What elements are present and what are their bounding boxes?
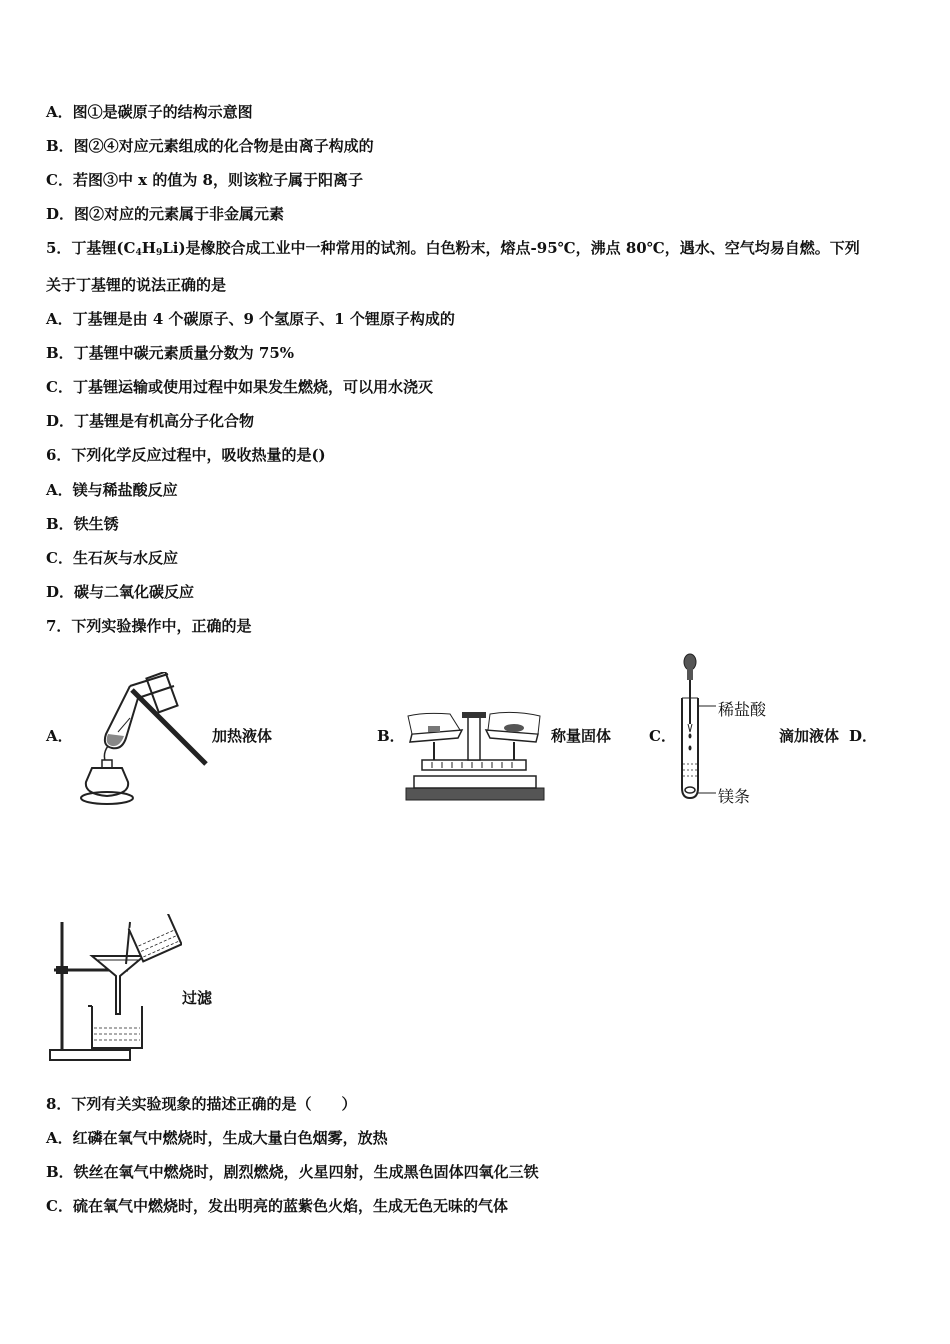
q7-option-b-label: 称量固体 [551, 727, 612, 745]
balance-icon [406, 712, 544, 800]
q5-option-b: B．丁基锂中碳元素质量分数为 75% [46, 344, 295, 362]
alcohol-lamp-icon [81, 746, 133, 804]
q7-option-b-letter: B． [377, 727, 405, 745]
q4-option-b: B．图②④对应元素组成的化合物是由离子构成的 [46, 137, 374, 155]
q5-option-a: A．丁基锂是由 4 个碳原子、9 个氢原子、1 个锂原子构成的 [46, 310, 455, 328]
q7-option-c-letter: C． [649, 727, 676, 745]
q7-option-a-letter: A． [46, 727, 73, 745]
q8-option-b: B．铁丝在氧气中燃烧时，剧烈燃烧，火星四射，生成黑色固体四氧化三铁 [46, 1163, 539, 1181]
q6-option-a: A．镁与稀盐酸反应 [46, 481, 178, 499]
q8-stem: 8．下列有关实验现象的描述正确的是（ ） [46, 1095, 357, 1113]
tube-holder-handle [132, 690, 206, 764]
q5-option-c: C．丁基锂运输或使用过程中如果发生燃烧，可以用水浇灭 [46, 378, 433, 396]
q7-option-d-letter: D． [849, 727, 878, 745]
q5-subscript-4: 4 [135, 248, 142, 258]
q4-option-a: A．图①是碳原子的结构示意图 [46, 103, 253, 121]
fig-c-mg-label: 镁条 [718, 787, 751, 806]
balance-figure [404, 704, 546, 804]
dropper-bulb [684, 654, 696, 670]
q8-option-a: A．红磷在氧气中燃烧时，生成大量白色烟雾，放热 [46, 1129, 388, 1147]
q4-option-c: C．若图③中 x 的值为 8，则该粒子属于阳离子 [46, 171, 363, 189]
q6-stem: 6．下列化学反应过程中，吸收热量的是() [46, 446, 326, 464]
q5-stem-part3: Li)是橡胶合成工业中一种常用的试剂。白色粉末，熔点-95℃，沸点 80℃，遇水、空气均易自燃。下列 [162, 239, 860, 257]
q6-option-b: B．铁生锈 [46, 515, 119, 533]
filtration-figure [48, 914, 182, 1066]
q5-subscript-9: 9 [155, 248, 163, 258]
q7-option-a-label: 加热液体 [212, 727, 273, 745]
dropper-figure [676, 652, 716, 804]
q7-stem: 7．下列实验操作中，正确的是 [46, 617, 252, 635]
q5-option-d: D．丁基锂是有机高分子化合物 [46, 412, 255, 430]
q4-option-d: D．图②对应的元素属于非金属元素 [46, 205, 285, 223]
q5-stem-part1: 5．丁基锂(C [46, 239, 136, 257]
heating-liquid-figure [72, 672, 212, 806]
q5-stem-part2: H [141, 239, 156, 257]
funnel [92, 956, 144, 1014]
q7-option-c-label: 滴加液体 [779, 727, 840, 745]
q6-option-c: C．生石灰与水反应 [46, 549, 178, 567]
q5-stem-line2: 关于丁基锂的说法正确的是 [46, 276, 227, 294]
q7-option-d-label: 过滤 [182, 989, 213, 1007]
q8-option-c: C．硫在氧气中燃烧时，发出明亮的蓝紫色火焰，生成无色无味的气体 [46, 1197, 508, 1215]
fig-c-acid-label: 稀盐酸 [718, 700, 767, 719]
q5-stem [46, 238, 860, 263]
magnesium-strip [685, 787, 695, 793]
filtration-icon [50, 914, 182, 1060]
q6-option-d: D．碳与二氧化碳反应 [46, 583, 195, 601]
